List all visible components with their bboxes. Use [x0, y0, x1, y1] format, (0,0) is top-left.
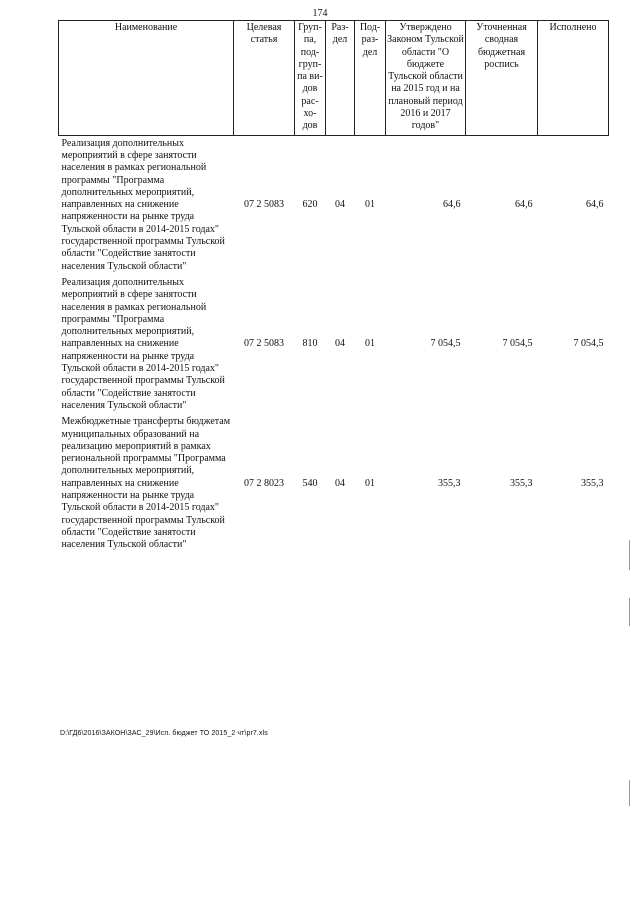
header-name: Наименование [59, 21, 234, 136]
header-expense-group: Груп- па, под- груп- па ви- дов рас- хо- дов [295, 21, 326, 136]
row-target-article: 07 2 8023 [244, 477, 284, 489]
header-approved: Утверждено Законом Тульской области "О бюджете Тульской области на 2015 год и на плановый период 2016 и 2017 годов" [386, 21, 466, 136]
row-refined: 7 054,5 [502, 338, 533, 350]
budget-table [58, 20, 609, 553]
row-name: Реализация дополнительных мероприятий в сфере занятости населения в рамках региональной программы "Программа дополнительных мероприятий, направленных на снижение напряженности на рынке труда Тульской области в 2014-2015 годах" государственной программы Тульской области "Содействие занятости населения Тульской области" [61, 137, 225, 272]
table-header-row [59, 21, 609, 136]
row-section: 04 [335, 338, 345, 350]
row-executed: 64,6 [586, 199, 604, 211]
table-row [59, 414, 609, 553]
scan-edge-mark [629, 780, 630, 806]
row-subsection: 01 [365, 477, 375, 489]
header-section: Раз- дел [326, 21, 355, 136]
table-row [59, 135, 609, 275]
page-number: 174 [312, 8, 328, 19]
row-target-article: 07 2 5083 [244, 199, 284, 211]
row-executed: 7 054,5 [573, 338, 604, 350]
row-section: 04 [335, 199, 345, 211]
row-name: Межбюджетные трансферты бюджетам муниципальных образований на реализацию мероприятий в рамках региональной программы "Программа дополнительных мероприятий, направленных на снижение напряженности на рынке труда Тульской области в 2014-2015 годах" государственной программы Тульской области "Содействие занятости населения Тульской области" [61, 416, 231, 551]
row-approved: 355,3 [438, 477, 461, 489]
row-subsection: 01 [365, 338, 375, 350]
row-refined: 355,3 [510, 477, 533, 489]
row-expense-group: 540 [302, 477, 318, 489]
table-row [59, 275, 609, 414]
row-name: Реализация дополнительных мероприятий в сфере занятости населения в рамках региональной программы "Программа дополнительных мероприятий, направленных на снижение напряженности на рынке труда Тульской области в 2014-2015 годах" государственной программы Тульской области "Содействие занятости населения Тульской области" [61, 276, 225, 411]
row-approved: 7 054,5 [430, 338, 461, 350]
row-section: 04 [335, 477, 345, 489]
row-refined: 64,6 [515, 199, 533, 211]
row-expense-group: 620 [302, 199, 318, 211]
row-executed: 355,3 [581, 477, 604, 489]
footer-file-path: D:\ГД6\2016\ЗАКОН\ЗАС_29\Исп. бюджет ТО 2015_2 чт\pr7.xls [60, 730, 268, 737]
scan-edge-mark [629, 540, 630, 570]
row-subsection: 01 [365, 199, 375, 211]
row-approved: 64,6 [443, 199, 461, 211]
header-executed: Исполнено [538, 21, 609, 136]
header-refined: Уточненная сводная бюджетная роспись [466, 21, 538, 136]
header-subsection: Под- раз- дел [355, 21, 386, 136]
row-expense-group: 810 [302, 338, 318, 350]
row-target-article: 07 2 5083 [244, 338, 284, 350]
header-target-article: Целевая статья [234, 21, 295, 136]
scan-edge-mark [629, 598, 630, 626]
